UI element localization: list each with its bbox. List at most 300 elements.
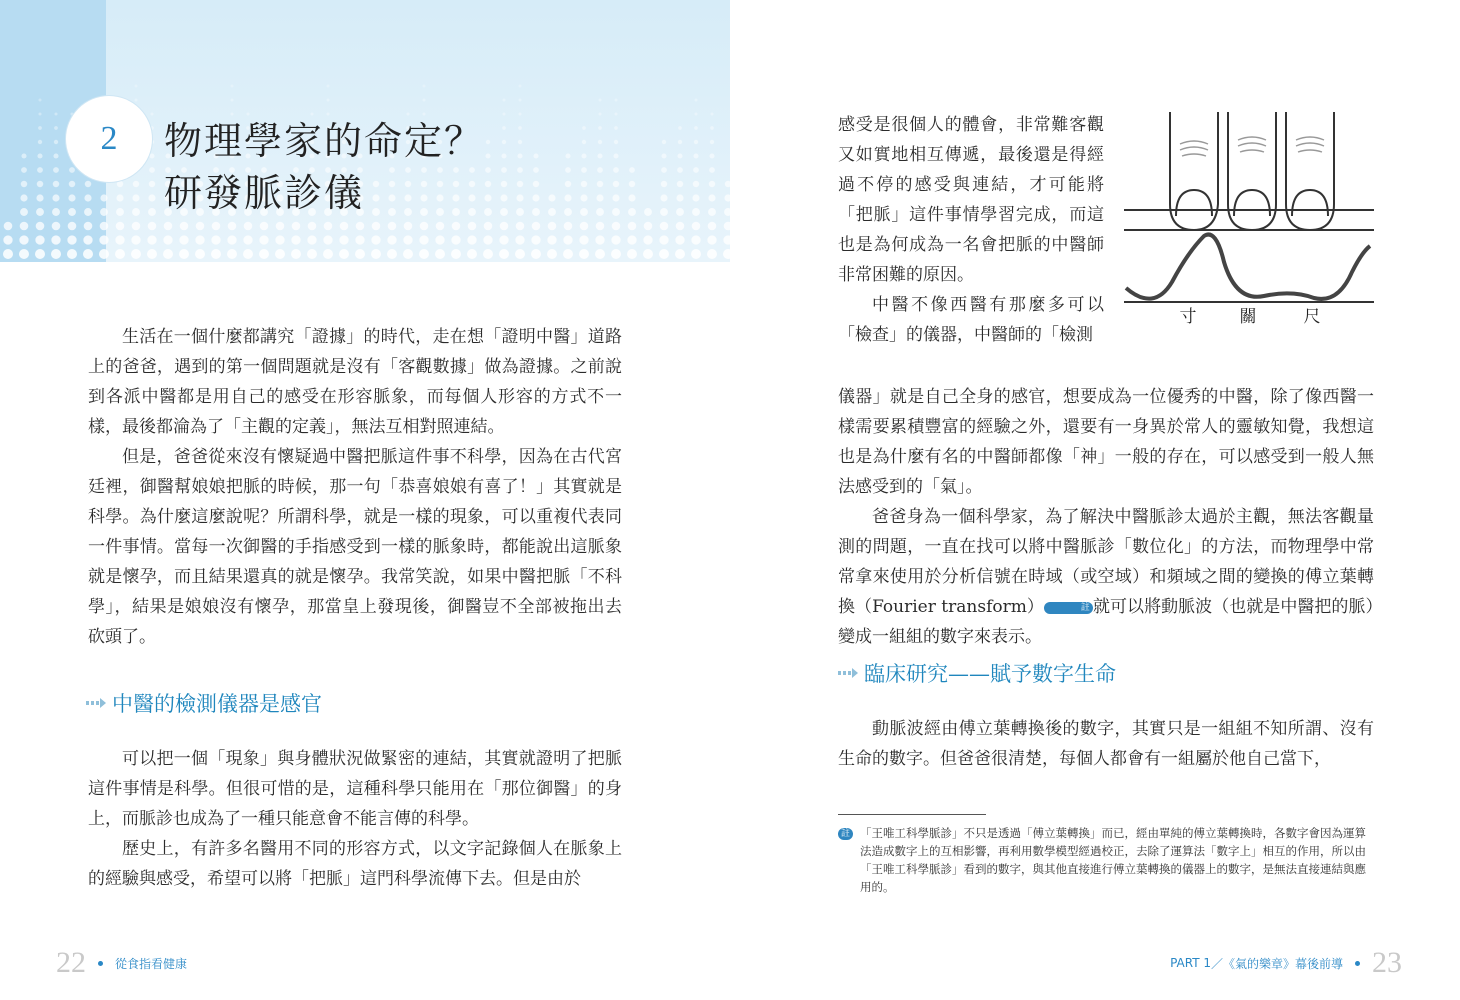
decorative-dot [597,153,602,158]
chapter-title-line-2: 研發脈診儀 [164,171,365,215]
decorative-dot [579,249,589,259]
decorative-dot [387,235,396,244]
decorative-dot [388,194,395,201]
decorative-dot [211,235,220,244]
decorative-dot [660,194,667,201]
decorative-dot [563,249,573,259]
decorative-dot [660,208,668,216]
decorative-dot [467,249,477,259]
decorative-dot [659,235,668,244]
decorative-dot [547,249,557,259]
decorative-dot [695,99,698,102]
paragraph [838,502,1374,652]
decorative-dot [55,113,58,116]
decorative-dot [485,167,491,173]
wrapped-text-column [838,110,1104,350]
decorative-dot [84,208,92,216]
decorative-dot [451,249,461,259]
decorative-dot [581,181,588,188]
decorative-dot [327,99,330,102]
decorative-dot [37,181,44,188]
decorative-dot [517,181,524,188]
decorative-dot [678,126,682,130]
decorative-dot [69,181,76,188]
decorative-dot [291,235,300,244]
decorative-dot [373,181,380,188]
decorative-dot [135,99,138,102]
page-number: 23 [1372,946,1402,979]
decorative-dot [403,235,412,244]
paragraph: 但是，爸爸從來沒有懷疑過中醫把脈這件事不科學，因為在古代宮廷裡，御醫幫娘娘把脈的時候，那一句「恭喜娘娘有喜了！」其實就是科學。為什麼這麼說呢？所謂科學，就是一樣的現象，可以重複代表同一件事情。當每一次御醫的手指感受到一樣的脈象時，都能說出這脈象就是懷孕，而且結果還真的就是懷孕。我常笑說，如果中醫把脈「不科學」，結果是娘娘沒有懷孕，那當皇上發現後，御醫豈不全部被拖出去砍頭了。 [88,447,622,647]
decorative-dot [20,194,27,201]
decorative-dot [3,249,13,259]
decorative-dot [148,194,155,201]
decorative-dot [453,181,460,188]
decorative-dot [259,249,269,259]
decorative-dot [694,140,698,144]
decorative-dot [501,153,506,158]
decorative-dot [451,235,460,244]
decorative-dot [436,222,445,231]
right-page [730,0,1460,1000]
decorative-dot [100,222,109,231]
decorative-dot [53,167,59,173]
decorative-dot [659,249,669,259]
decorative-dot [597,167,603,173]
decorative-dot [3,235,12,244]
decorative-dot [84,194,91,201]
decorative-dot [117,181,124,188]
decorative-dot [548,194,555,201]
decorative-dot [453,167,459,173]
decorative-dot [599,99,602,102]
decorative-dot [151,113,154,116]
decorative-dot [388,222,397,231]
decorative-dot [116,194,123,201]
paragraph: 儀器」就是自己全身的感官，想要成為一位優秀的中醫，除了像西醫一樣需要累積豐富的經驗之外，還要有一身異於常人的靈敏知覺，我想這也是為什麼有名的中醫師都像「神」一般的存在，可以感受到一般人無法感受到的「氣」。 [838,387,1374,497]
arrow-bullet-icon [838,668,858,678]
decorative-dot [68,194,75,201]
decorative-dot [565,167,571,173]
section-heading [838,658,1116,688]
pulse-diagnosis-illustration [1124,112,1374,328]
decorative-dot [692,194,699,201]
paragraph: 歷史上，有許多名醫用不同的形容方式，以文字記錄個人在脈象上的經驗與感受，希望可以將「把脈」這門科學流傳下去。但是由於 [88,839,622,889]
decorative-dot [179,249,189,259]
bullet-dot-icon [98,961,103,966]
decorative-dot [615,113,618,116]
decorative-dot [372,208,380,216]
decorative-dot [372,222,381,231]
decorative-dot [628,208,636,216]
decorative-dot [517,167,523,173]
decorative-dot [662,140,666,144]
decorative-dot [423,99,426,102]
decorative-dot [515,249,525,259]
decorative-dot [579,235,588,244]
footnote-divider [838,814,986,815]
decorative-dot [179,235,188,244]
decorative-dot [532,208,540,216]
decorative-dot [420,194,427,201]
decorative-dot [485,153,490,158]
decorative-dot [519,99,522,102]
decorative-dot [19,249,29,259]
decorative-dot [133,181,140,188]
decorative-dot [532,222,541,231]
decorative-dot [629,181,636,188]
decorative-dot [613,167,619,173]
decorative-dot [614,140,618,144]
decorative-dot [467,235,476,244]
decorative-dot [485,181,492,188]
decorative-dot [502,140,506,144]
decorative-dot [660,222,669,231]
decorative-dot [147,249,157,259]
decorative-dot [388,208,396,216]
decorative-dot [69,167,75,173]
bullet-dot-icon [1355,961,1360,966]
decorative-dot [614,126,618,130]
figure-label-chi: 尺 [1303,307,1321,327]
decorative-dot [564,194,571,201]
decorative-dot [693,181,700,188]
decorative-dot [452,222,461,231]
decorative-dot [581,167,587,173]
decorative-dot [53,153,58,158]
decorative-dot [644,222,653,231]
arrow-bullet-icon [86,698,106,708]
decorative-dot [563,235,572,244]
decorative-dot [676,208,684,216]
footnote [838,824,1374,896]
decorative-dot [260,222,269,231]
decorative-dot [437,181,444,188]
paragraph: 生活在一個什麼都講究「證據」的時代，走在想「證明中醫」道路上的爸爸，遇到的第一個問題就是沒有「客觀數據」做為證據。之前說到各派中醫都是用自己的感受在形容脈象，而每個人形容的方式不一樣，最後都淪為了「主觀的定義」，無法互相對照連結。 [88,327,622,437]
decorative-dot [469,167,475,173]
left-body-text [88,322,622,652]
decorative-dot [308,222,317,231]
decorative-dot [36,208,44,216]
decorative-dot [643,235,652,244]
decorative-dot [327,85,330,88]
decorative-dot [452,194,459,201]
decorative-dot [404,222,413,231]
decorative-dot [611,235,620,244]
decorative-dot [35,249,45,259]
decorative-dot [116,208,124,216]
decorative-dot [21,167,27,173]
decorative-dot [707,235,716,244]
decorative-dot [51,249,61,259]
decorative-dot [709,167,715,173]
decorative-dot [244,222,253,231]
decorative-dot [628,222,637,231]
paragraph: 感受是很個人的體會，非常難客觀又如實地相互傳遞，最後還是得經過不停的感受與連結，才可能將「把脈」這件事情學習完成，而這也是為何成為一名會把脈的中醫師非常困難的原因。 [838,115,1104,285]
decorative-dot [677,181,684,188]
decorative-dot [68,222,77,231]
decorative-dot [548,208,556,216]
decorative-dot [419,235,428,244]
decorative-dot [661,153,666,158]
decorative-dot [519,113,522,116]
decorative-dot [612,222,621,231]
decorative-dot [501,167,507,173]
part-title-label: ／《氣的樂章》幕後前導 [1210,956,1343,971]
decorative-dot [596,194,603,201]
decorative-dot [115,235,124,244]
decorative-dot [149,181,156,188]
decorative-dot [435,235,444,244]
decorative-dot [132,194,139,201]
decorative-dot [468,222,477,231]
figure-label-cun: 寸 [1179,307,1197,327]
chapter-number-badge [66,96,152,182]
decorative-dot [419,249,429,259]
decorative-dot [53,181,60,188]
decorative-dot [67,249,77,259]
decorative-dot [611,249,621,259]
decorative-dot [163,249,173,259]
decorative-dot [515,235,524,244]
decorative-dot [661,167,667,173]
decorative-dot [581,153,586,158]
decorative-dot [612,194,619,201]
paragraph-part: 爸爸身為一個科學家，為了解決中醫脈診太過於主觀，無法客觀量測的問題，一直在找可以將中醫脈診「數位化」的方法，而物理學中常常拿來使用於分析信號在時域（或空域）和頻域之間的變換的傅立葉轉換（Fourier transform） [838,507,1374,617]
decorative-dot [468,208,476,216]
decorative-dot [149,167,155,173]
decorative-dot [131,235,140,244]
decorative-dot [531,235,540,244]
decorative-dot [437,167,443,173]
decorative-dot [115,249,125,259]
decorative-dot [421,181,428,188]
decorative-dot [147,235,156,244]
chapter-title-line-1: 物理學家的命定？ [164,119,485,163]
decorative-dot [565,181,572,188]
decorative-dot [148,208,156,216]
decorative-dot [404,194,411,201]
decorative-dot [694,126,698,130]
decorative-dot [323,235,332,244]
decorative-dot [148,222,157,231]
decorative-dot [83,249,93,259]
decorative-dot [307,249,317,259]
decorative-dot [598,140,602,144]
decorative-dot [39,113,42,116]
decorative-dot [723,235,730,244]
footnote-marker: 註 [1044,602,1093,614]
decorative-dot [691,235,700,244]
decorative-dot [36,222,45,231]
decorative-dot [259,235,268,244]
decorative-dot [483,249,493,259]
decorative-dot [499,249,509,259]
decorative-dot [502,126,506,130]
decorative-dot [323,249,333,259]
right-body-text-2 [838,714,1374,774]
decorative-dot [613,181,620,188]
decorative-dot [405,181,412,188]
decorative-dot [132,208,140,216]
decorative-dot [517,153,522,158]
paragraph: 動脈波經由傅立葉轉換後的數字，其實只是一組組不知所謂、沒有生命的數字。但爸爸很清楚，每個人都會有一組屬於他自己當下， [838,719,1374,769]
decorative-dot [163,235,172,244]
decorative-dot [135,85,138,88]
decorative-dot [678,140,682,144]
decorative-dot [339,249,349,259]
decorative-dot [39,99,42,102]
decorative-dot [180,222,189,231]
decorative-dot [355,235,364,244]
decorative-dot [627,249,637,259]
decorative-dot [484,222,493,231]
decorative-dot [677,167,683,173]
decorative-dot [355,249,365,259]
decorative-dot [710,126,714,130]
decorative-dot [164,222,173,231]
decorative-dot [468,194,475,201]
decorative-dot [723,249,730,259]
decorative-dot [692,208,700,216]
decorative-dot [518,126,522,130]
decorative-dot [21,181,28,188]
decorative-dot [54,140,58,144]
decorative-dot [52,222,61,231]
decorative-dot [423,85,426,88]
decorative-dot [356,222,365,231]
paragraph-part: 就可以將動脈波（也就是中醫把的脈）變成一組組的數字來表示。 [838,597,1375,647]
decorative-dot [693,167,699,173]
decorative-dot [582,126,586,130]
decorative-dot [38,126,42,130]
decorative-dot [435,249,445,259]
decorative-dot [20,222,29,231]
decorative-dot [708,222,717,231]
decorative-dot [339,235,348,244]
decorative-dot [243,235,252,244]
decorative-dot [19,235,28,244]
decorative-dot [68,208,76,216]
decorative-dot [436,194,443,201]
decorative-dot [35,235,44,244]
decorative-dot [52,208,60,216]
decorative-dot [676,194,683,201]
decorative-dot [711,113,714,116]
decorative-dot [292,222,301,231]
decorative-dot [707,249,717,259]
decorative-dot [99,249,109,259]
section-heading-text: 中醫的檢測儀器是感官 [112,692,322,716]
decorative-dot [582,140,586,144]
decorative-dot [389,167,395,173]
decorative-dot [580,194,587,201]
decorative-dot [275,235,284,244]
decorative-dot [500,194,507,201]
section-heading-text: 臨床研究——賦予數字生命 [864,662,1116,686]
decorative-dot [231,99,234,102]
decorative-dot [533,167,539,173]
decorative-dot [548,222,557,231]
decorative-dot [131,249,141,259]
decorative-dot [596,208,604,216]
decorative-dot [708,194,715,201]
decorative-dot [501,181,508,188]
decorative-dot [371,235,380,244]
decorative-dot [436,208,444,216]
decorative-dot [38,140,42,144]
decorative-dot [405,167,411,173]
decorative-dot [371,249,381,259]
decorative-dot [231,85,234,88]
decorative-dot [52,194,59,201]
decorative-dot [565,153,570,158]
decorative-dot [596,222,605,231]
book-title-label: 從食指看健康 [115,956,188,971]
decorative-dot [420,208,428,216]
decorative-dot [99,235,108,244]
decorative-dot [307,235,316,244]
decorative-dot [243,249,253,259]
decorative-dot [37,153,42,158]
figure-label-guan: 關 [1239,307,1257,327]
decorative-dot [516,222,525,231]
decorative-dot [532,194,539,201]
decorative-dot [519,85,522,88]
right-body-text [838,382,1374,652]
decorative-dot [291,249,301,259]
decorative-dot [100,194,107,201]
decorative-dot [500,208,508,216]
decorative-dot [710,140,714,144]
decorative-dot [372,194,379,201]
decorative-dot [695,113,698,116]
decorative-dot [195,235,204,244]
decorative-dot [516,208,524,216]
decorative-dot [599,113,602,116]
decorative-dot [709,153,714,158]
decorative-dot [340,222,349,231]
decorative-dot [484,194,491,201]
decorative-dot [564,222,573,231]
decorative-dot [595,249,605,259]
decorative-dot [708,208,716,216]
decorative-dot [83,235,92,244]
decorative-dot [275,249,285,259]
decorative-dot [387,249,397,259]
decorative-dot [276,222,285,231]
folio-left [56,946,187,980]
decorative-dot [469,181,476,188]
decorative-dot [227,235,236,244]
decorative-dot [675,249,685,259]
decorative-dot [227,249,237,259]
decorative-dot [500,222,509,231]
decorative-dot [84,222,93,231]
decorative-dot [420,222,429,231]
decorative-dot [675,235,684,244]
decorative-dot [54,126,58,130]
decorative-dot [615,99,618,102]
decorative-dot [324,222,333,231]
decorative-dot [452,208,460,216]
decorative-dot [613,153,618,158]
decorative-dot [598,126,602,130]
decorative-dot [196,222,205,231]
decorative-dot [51,235,60,244]
decorative-dot [580,208,588,216]
decorative-dot [677,153,682,158]
